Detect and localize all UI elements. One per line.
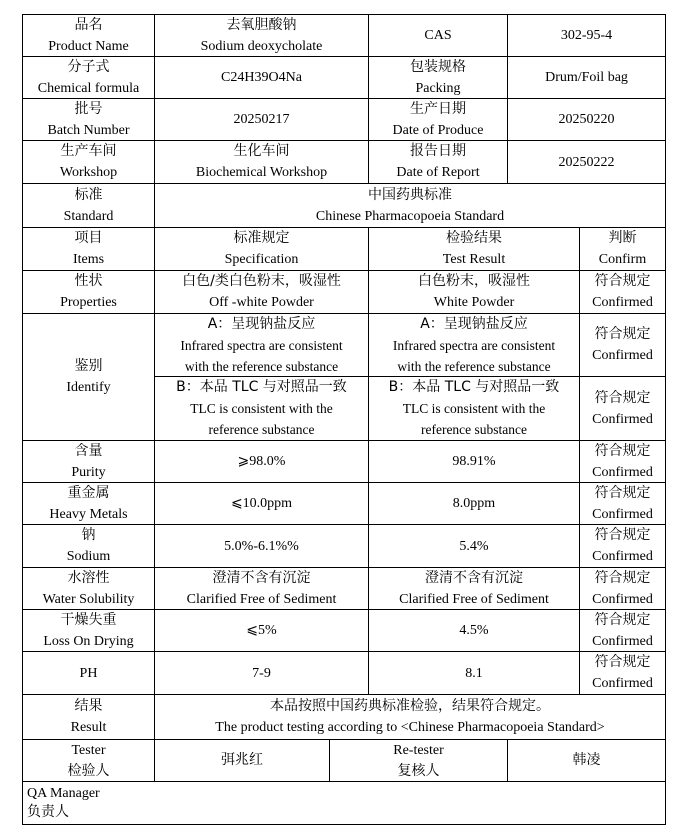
- sodium-confirm: 符合规定 Confirmed: [580, 525, 666, 568]
- formula-value: C24H39O4Na: [155, 57, 369, 99]
- sodium-label: 钠 Sodium: [23, 525, 155, 568]
- loss-on-drying-spec: ⩽5%: [155, 610, 369, 652]
- loss-on-drying-confirm: 符合规定 Confirmed: [580, 610, 666, 652]
- header-test-result: 检验结果 Test Result: [369, 228, 580, 271]
- header-specification: 标准规定 Specification: [155, 228, 369, 271]
- loss-on-drying-label: 干燥失重 Loss On Drying: [23, 610, 155, 652]
- workshop-label: 生产车间 Workshop: [23, 141, 155, 184]
- produce-date-label: 生产日期 Date of Produce: [369, 99, 508, 141]
- result-text: 本品按照中国药典标准检验，结果符合规定。 The product testing according to <Chinese Pharmacopoeia Standard>: [155, 695, 666, 740]
- water-solubility-confirm: 符合规定 Confirmed: [580, 568, 666, 610]
- water-solubility-spec: 澄清不含有沉淀 Clarified Free of Sediment: [155, 568, 369, 610]
- water-solubility-label: 水溶性 Water Solubility: [23, 568, 155, 610]
- standard-label: 标准 Standard: [23, 184, 155, 228]
- workshop-value: 生化车间 Biochemical Workshop: [155, 141, 369, 184]
- loss-on-drying-result: 4.5%: [369, 610, 580, 652]
- sodium-result: 5.4%: [369, 525, 580, 568]
- product-name-value: 去氧胆酸钠 Sodium deoxycholate: [155, 15, 369, 57]
- report-date-value: 20250222: [508, 141, 666, 184]
- tester-name: 弭兆红: [155, 740, 330, 782]
- report-date-label: 报告日期 Date of Report: [369, 141, 508, 184]
- sodium-spec: 5.0%-6.1%%: [155, 525, 369, 568]
- identify-b-spec: B：本品 TLC 与对照品一致 TLC is consistent with the reference substance: [155, 377, 369, 441]
- packing-label: 包装规格 Packing: [369, 57, 508, 99]
- standard-value: 中国药典标准 Chinese Pharmacopoeia Standard: [155, 184, 666, 228]
- purity-result: 98.91%: [369, 441, 580, 483]
- retester-label: Re-tester 复核人: [330, 740, 508, 782]
- properties-spec: 白色/类白色粉末，吸湿性 Off -white Powder: [155, 271, 369, 314]
- heavy-metals-spec: ⩽10.0ppm: [155, 483, 369, 525]
- ph-confirm: 符合规定 Confirmed: [580, 652, 666, 695]
- retester-name: 韩凌: [508, 740, 666, 782]
- qa-manager-cell: QA Manager 负责人: [23, 782, 666, 825]
- batch-value: 20250217: [155, 99, 369, 141]
- water-solubility-result: 澄清不含有沉淀 Clarified Free of Sediment: [369, 568, 580, 610]
- heavy-metals-confirm: 符合规定 Confirmed: [580, 483, 666, 525]
- purity-spec: ⩾98.0%: [155, 441, 369, 483]
- ph-spec: 7-9: [155, 652, 369, 695]
- packing-value: Drum/Foil bag: [508, 57, 666, 99]
- identify-a-spec: A：呈现钠盐反应 Infrared spectra are consistent with the reference substance: [155, 314, 369, 377]
- identify-label: 鉴别 Identify: [23, 314, 155, 441]
- identify-b-confirm: 符合规定 Confirmed: [580, 377, 666, 441]
- ph-result: 8.1: [369, 652, 580, 695]
- cas-label: CAS: [369, 15, 508, 57]
- product-name-label: 品名 Product Name: [23, 15, 155, 57]
- result-label: 结果 Result: [23, 695, 155, 740]
- header-confirm: 判断 Confirm: [580, 228, 666, 271]
- tester-label: Tester 检验人: [23, 740, 155, 782]
- header-items: 项目 Items: [23, 228, 155, 271]
- identify-a-confirm: 符合规定 Confirmed: [580, 314, 666, 377]
- properties-label: 性状 Properties: [23, 271, 155, 314]
- properties-result: 白色粉末，吸湿性 White Powder: [369, 271, 580, 314]
- purity-confirm: 符合规定 Confirmed: [580, 441, 666, 483]
- produce-date-value: 20250220: [508, 99, 666, 141]
- formula-label: 分子式 Chemical formula: [23, 57, 155, 99]
- properties-confirm: 符合规定 Confirmed: [580, 271, 666, 314]
- identify-b-result: B：本品 TLC 与对照品一致 TLC is consistent with the reference substance: [369, 377, 580, 441]
- identify-a-result: A：呈现钠盐反应 Infrared spectra are consistent with the reference substance: [369, 314, 580, 377]
- batch-label: 批号 Batch Number: [23, 99, 155, 141]
- cas-value: 302-95-4: [508, 15, 666, 57]
- purity-label: 含量 Purity: [23, 441, 155, 483]
- ph-label: PH: [23, 652, 155, 695]
- heavy-metals-label: 重金属 Heavy Metals: [23, 483, 155, 525]
- heavy-metals-result: 8.0ppm: [369, 483, 580, 525]
